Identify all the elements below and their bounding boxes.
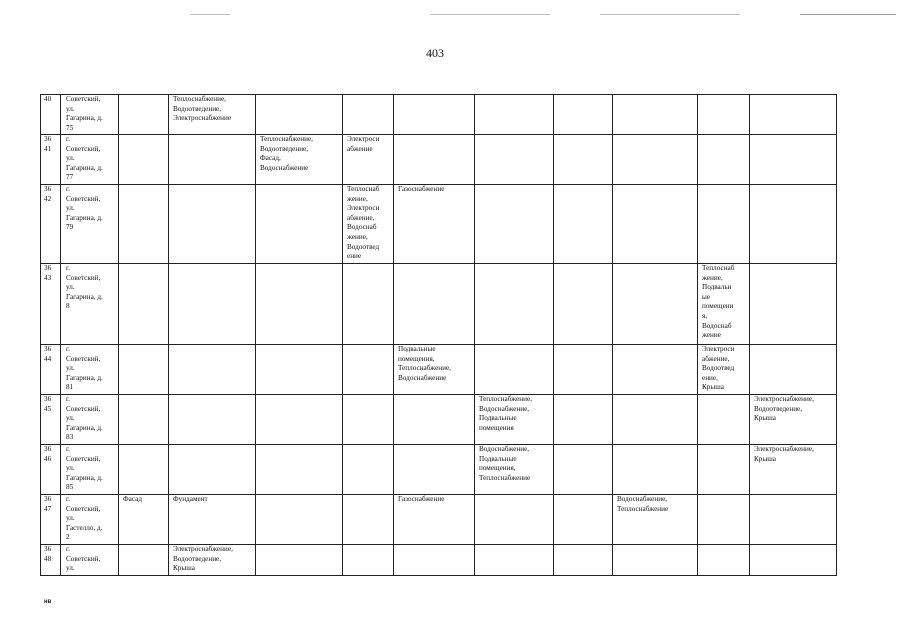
cell-text-line: ул. [66,204,75,213]
work-type-cell [613,395,698,445]
cell-text-line: жение, [347,232,368,241]
cell-text-line: Теплоснабжение, [260,135,313,143]
work-type-cell [343,264,394,345]
work-type-cell [613,495,698,545]
cell-text-line: Советский, [66,404,101,413]
work-type-cell [169,545,256,576]
cell-text-line: ул. [66,154,75,163]
work-type-cell [750,95,837,135]
address-cell [61,395,119,445]
cell-text-line: ул. [66,464,75,473]
cell-text-line: Электроси [347,135,380,143]
row-number-cell [41,395,61,445]
cell-text-line: ые [702,292,711,301]
cell-text-line: Электроснабжение, [173,545,233,553]
table-row [41,395,837,445]
cell-text-line: Водоснабжение [260,163,309,172]
cell-text-line: г. [66,185,70,193]
cell-text-line: 36 [44,445,52,453]
repair-schedule-table [40,94,837,576]
address-cell [61,135,119,185]
cell-text-line: Гагарина, д. [66,373,103,382]
row-number-cell [41,264,61,345]
work-type-cell [119,545,169,576]
work-type-cell [750,445,837,495]
cell-text-line: абжение [347,144,373,153]
work-type-cell [698,95,750,135]
work-type-cell [256,495,343,545]
work-type-cell [475,185,554,264]
scan-artifact [600,14,740,15]
work-type-cell [613,95,698,135]
work-type-cell [169,395,256,445]
work-type-cell [554,95,613,135]
cell-text-line: абжение, [702,354,730,363]
cell-text-line: Гагарина, д. [66,423,103,432]
cell-text-line: Гагарина, д. [66,163,103,172]
cell-text-line: помещения, [479,464,516,473]
cell-text-line: Газоснабжение [398,495,445,503]
work-type-cell [169,495,256,545]
address-cell [61,495,119,545]
cell-text-line: Гагарина, д. [66,114,103,123]
cell-text-line: Газоснабжение [398,185,445,193]
cell-text-line: 40 [44,95,52,103]
table-row [41,185,837,264]
work-type-cell [698,495,750,545]
cell-text-line: Теплоснаб [702,264,735,272]
work-type-cell [613,545,698,576]
work-type-cell [475,445,554,495]
cell-text-line: абжение, [347,213,375,222]
cell-text-line: г. [66,395,70,403]
work-type-cell [394,445,475,495]
cell-text-line: Водоснаб [702,321,732,330]
cell-text-line: помещения, [398,354,435,363]
work-type-cell [613,185,698,264]
cell-text-line: Теплоснабжение [479,473,531,482]
cell-text-line: 77 [66,173,74,182]
cell-text-line: Фундамент [173,495,208,503]
table-row [41,95,837,135]
work-type-cell [343,345,394,395]
cell-text-line: 83 [66,433,74,442]
cell-text-line: Советский, [66,194,101,203]
cell-text-line: ул. [66,414,75,423]
table-row [41,264,837,345]
cell-text-line: Гагарина, д. [66,213,103,222]
work-type-cell [119,185,169,264]
work-type-cell [119,95,169,135]
cell-text-line: 2 [66,533,70,542]
cell-text-line: 8 [66,302,70,311]
cell-text-line: 44 [44,354,52,363]
cell-text-line: 36 [44,495,52,503]
work-type-cell [475,395,554,445]
work-type-cell [613,264,698,345]
work-type-cell [394,495,475,545]
cell-text-line: 46 [44,454,52,463]
address-cell [61,95,119,135]
cell-text-line: Теплоснабжение, [173,95,226,103]
cell-text-line: Электроси [702,345,735,353]
cell-text-line: Советский, [66,454,101,463]
work-type-cell [394,264,475,345]
cell-text-line: Водоснабжение, [479,404,530,413]
address-cell [61,545,119,576]
cell-text-line: Советский, [66,273,101,282]
cell-text-line: ение [347,252,362,261]
cell-text-line: Электроснабжение, [754,395,814,403]
work-type-cell [169,345,256,395]
cell-text-line: Теплоснабжение, [479,395,532,403]
work-type-cell [256,185,343,264]
cell-text-line: помещения [479,423,514,432]
cell-text-line: помещени [702,302,734,311]
cell-text-line: 45 [44,404,52,413]
work-type-cell [554,185,613,264]
address-cell [61,264,119,345]
work-type-cell [613,345,698,395]
work-type-cell [475,495,554,545]
cell-text-line: ул. [66,364,75,373]
work-type-cell [256,395,343,445]
work-type-cell [554,445,613,495]
cell-text-line: г. [66,345,70,353]
work-type-cell [343,135,394,185]
cell-text-line: 42 [44,194,52,203]
work-type-cell [169,445,256,495]
cell-text-line: 81 [66,383,74,392]
row-number-cell [41,135,61,185]
cell-text-line: Крыша [754,414,776,423]
work-type-cell [750,345,837,395]
cell-text-line: жение [702,331,721,340]
scan-artifact [190,14,230,15]
work-type-cell [750,264,837,345]
cell-text-line: 36 [44,545,52,553]
cell-text-line: Фасад, [260,154,281,163]
cell-text-line: Гагарина, д. [66,292,103,301]
work-type-cell [169,95,256,135]
row-number-cell [41,185,61,264]
work-type-cell [394,185,475,264]
cell-text-line: Подвальн [702,283,732,292]
cell-text-line: Водоснаб [347,223,377,232]
work-type-cell [554,345,613,395]
work-type-cell [554,545,613,576]
work-type-cell [119,395,169,445]
work-type-cell [119,345,169,395]
cell-text-line: ул. [66,283,75,292]
cell-text-line: 36 [44,395,52,403]
work-type-cell [475,264,554,345]
cell-text-line: Советский, [66,554,101,563]
cell-text-line: 36 [44,264,52,272]
table-row [41,545,837,576]
work-type-cell [343,95,394,135]
work-type-cell [394,545,475,576]
cell-text-line: ул. [66,564,75,573]
work-type-cell [698,135,750,185]
cell-text-line: г. [66,445,70,453]
work-type-cell [343,445,394,495]
work-type-cell [750,545,837,576]
work-type-cell [343,495,394,545]
work-type-cell [169,135,256,185]
cell-text-line: г. [66,135,70,143]
work-type-cell [698,395,750,445]
cell-text-line: Крыша [702,383,724,392]
work-type-cell [554,495,613,545]
cell-text-line: ение, [702,373,718,382]
cell-text-line: Водоотвед [347,242,380,251]
work-type-cell [343,395,394,445]
cell-text-line: ул. [66,514,75,523]
cell-text-line: 48 [44,554,52,563]
table-row [41,495,837,545]
work-type-cell [394,345,475,395]
cell-text-line: 79 [66,223,74,232]
cell-text-line: Электроснабжение, [754,445,814,453]
row-number-cell [41,495,61,545]
work-type-cell [119,495,169,545]
work-type-cell [554,395,613,445]
cell-text-line: Водоотведение, [754,404,803,413]
cell-text-line: я, [702,311,708,320]
work-type-cell [613,135,698,185]
row-number-cell [41,345,61,395]
work-type-cell [750,395,837,445]
work-type-cell [475,345,554,395]
cell-text-line: Советский, [66,354,101,363]
row-number-cell [41,445,61,495]
cell-text-line: Водоотведение, [260,144,309,153]
cell-text-line: г. [66,495,70,503]
work-type-cell [394,95,475,135]
work-type-cell [256,345,343,395]
address-cell [61,445,119,495]
address-cell [61,345,119,395]
cell-text-line: Гастелло, д. [66,523,103,532]
cell-text-line: 41 [44,144,52,153]
work-type-cell [475,545,554,576]
cell-text-line: 36 [44,345,52,353]
page-number: 403 [426,46,444,60]
scan-artifact [800,14,896,15]
work-type-cell [256,545,343,576]
cell-text-line: Водоотведение, [173,104,222,113]
cell-text-line: Водоснабжение, [479,445,530,453]
footer-mark: нв [44,599,52,605]
table-row [41,345,837,395]
cell-text-line: Советский, [66,95,101,103]
work-type-cell [169,185,256,264]
cell-text-line: г. [66,545,70,553]
work-type-cell [256,445,343,495]
work-type-cell [256,264,343,345]
work-type-cell [343,185,394,264]
cell-text-line: 47 [44,504,52,513]
cell-text-line: Электроси [347,204,380,213]
address-cell [61,185,119,264]
cell-text-line: Водоотведение, [173,554,222,563]
work-type-cell [698,445,750,495]
work-type-cell [613,445,698,495]
cell-text-line: Подвальные [479,414,517,423]
scan-artifact [430,14,550,15]
cell-text-line: жение, [702,273,723,282]
table-row [41,135,837,185]
work-type-cell [343,545,394,576]
cell-text-line: Подвальные [398,345,436,353]
work-type-cell [394,395,475,445]
work-type-cell [554,264,613,345]
work-type-cell [475,135,554,185]
row-number-cell [41,95,61,135]
work-type-cell [750,135,837,185]
work-type-cell [750,185,837,264]
cell-text-line: Теплоснабжение, [398,364,451,373]
work-type-cell [119,135,169,185]
cell-text-line: жение, [347,194,368,203]
cell-text-line: Советский, [66,504,101,513]
work-type-cell [750,495,837,545]
cell-text-line: Гагарина, д. [66,473,103,482]
cell-text-line: Советский, [66,144,101,153]
work-type-cell [394,135,475,185]
cell-text-line: г. [66,264,70,272]
work-type-cell [256,135,343,185]
work-type-cell [554,135,613,185]
cell-text-line: Водоснабжение, [617,495,668,503]
cell-text-line: ул. [66,104,75,113]
cell-text-line: Фасад [123,495,142,503]
work-type-cell [119,264,169,345]
work-type-cell [119,445,169,495]
cell-text-line: Водоснабжение [398,373,447,382]
row-number-cell [41,545,61,576]
cell-text-line: Теплоснаб [347,185,380,193]
cell-text-line: 36 [44,185,52,193]
work-type-cell [698,264,750,345]
cell-text-line: 75 [66,123,74,132]
cell-text-line: Крыша [754,454,776,463]
cell-text-line: Водоотвед [702,364,735,373]
cell-text-line: Электроснабжение [173,114,232,123]
work-type-cell [169,264,256,345]
work-type-cell [698,545,750,576]
work-type-cell [475,95,554,135]
cell-text-line: 85 [66,483,74,492]
cell-text-line: Подвальные [479,454,517,463]
cell-text-line: 43 [44,273,52,282]
table-row [41,445,837,495]
cell-text-line: Теплоснабжение [617,504,669,513]
cell-text-line: Крыша [173,564,195,573]
cell-text-line: 36 [44,135,52,143]
work-type-cell [698,185,750,264]
work-type-cell [256,95,343,135]
work-type-cell [698,345,750,395]
